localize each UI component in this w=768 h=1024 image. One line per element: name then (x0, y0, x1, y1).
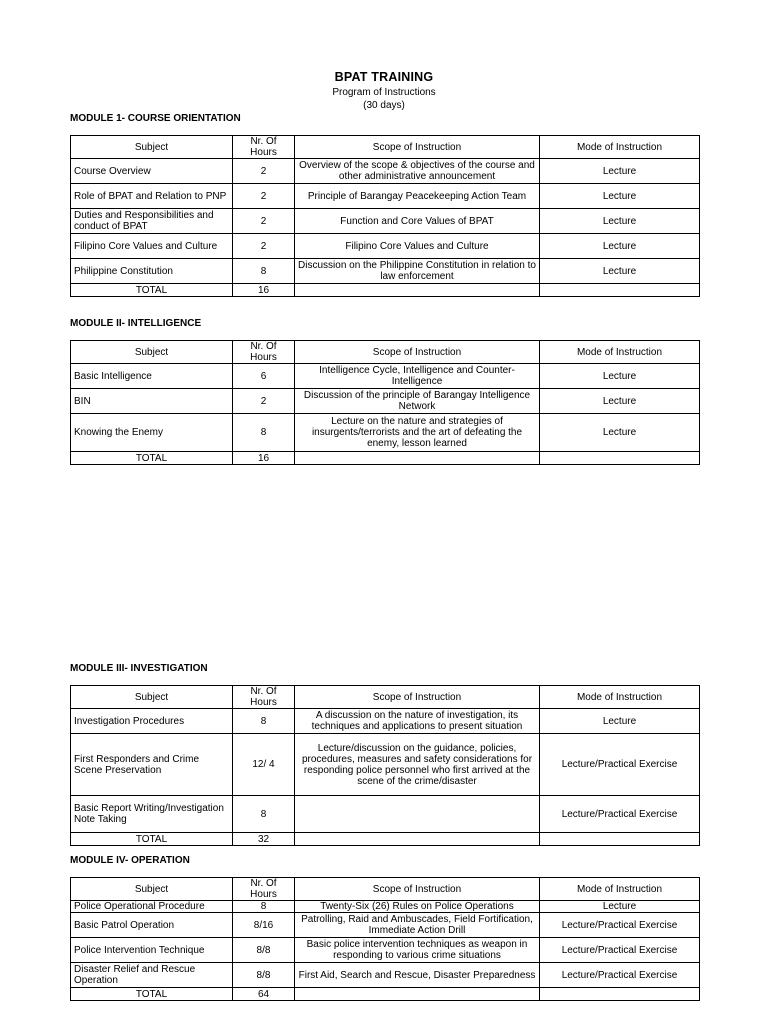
column-header: Scope of Instruction (295, 341, 540, 364)
hours-cell: 8 (233, 901, 295, 913)
hours-cell: 6 (233, 364, 295, 389)
scope-cell: Patrolling, Raid and Ambuscades, Field Fortification, Immediate Action Drill (295, 913, 540, 938)
column-header: Mode of Instruction (540, 878, 700, 901)
scope-cell: Intelligence Cycle, Intelligence and Counter-Intelligence (295, 364, 540, 389)
hours-cell: 12/ 4 (233, 734, 295, 796)
hours-cell: 2 (233, 234, 295, 259)
scope-cell: Filipino Core Values and Culture (295, 234, 540, 259)
mode-cell: Lecture (540, 389, 700, 414)
subject-cell: BIN (71, 389, 233, 414)
table-row (71, 913, 700, 938)
scope-cell (295, 796, 540, 833)
column-header: Subject (71, 341, 233, 364)
table-row (71, 963, 700, 988)
hours-cell: 8/16 (233, 913, 295, 938)
total-row (71, 284, 700, 297)
total-hours: 16 (233, 452, 295, 465)
document-title: BPAT TRAINING (334, 70, 434, 84)
subject-cell: First Responders and Crime Scene Preservation (71, 734, 233, 796)
column-header: Nr. Of Hours (233, 136, 295, 159)
mode-cell: Lecture/Practical Exercise (540, 938, 700, 963)
module-4-table (70, 877, 700, 1001)
total-row (71, 988, 700, 1001)
subject-cell: Police Intervention Technique (71, 938, 233, 963)
column-header: Subject (71, 686, 233, 709)
total-label: TOTAL (71, 833, 233, 846)
scope-cell: First Aid, Search and Rescue, Disaster Preparedness (295, 963, 540, 988)
module-2-table (70, 340, 700, 465)
scope-cell: Overview of the scope & objectives of the course and other administrative announcement (295, 159, 540, 184)
column-header: Scope of Instruction (295, 136, 540, 159)
hours-cell: 8 (233, 796, 295, 833)
mode-cell: Lecture (540, 709, 700, 734)
scope-cell: Lecture/discussion on the guidance, policies, procedures, measures and safety considerations for responding police personnel who first arrived at the scene of the crime/disaster (295, 734, 540, 796)
hours-cell: 8 (233, 259, 295, 284)
total-label: TOTAL (71, 284, 233, 297)
mode-cell: Lecture (540, 901, 700, 913)
subject-cell: Investigation Procedures (71, 709, 233, 734)
table-row (71, 159, 700, 184)
scope-cell: Twenty-Six (26) Rules on Police Operations (295, 901, 540, 913)
table-header-row (71, 878, 700, 901)
total-hours: 64 (233, 988, 295, 1001)
mode-cell: Lecture (540, 184, 700, 209)
scope-cell: Discussion of the principle of Barangay Intelligence Network (295, 389, 540, 414)
subject-cell: Role of BPAT and Relation to PNP (71, 184, 233, 209)
subject-cell: Basic Report Writing/Investigation Note Taking (71, 796, 233, 833)
total-label: TOTAL (71, 452, 233, 465)
module-3-table (70, 685, 700, 846)
subject-cell: Basic Intelligence (71, 364, 233, 389)
scope-cell: Discussion on the Philippine Constitution in relation to law enforcement (295, 259, 540, 284)
column-header: Nr. Of Hours (233, 341, 295, 364)
total-hours: 16 (233, 284, 295, 297)
subject-cell: Disaster Relief and Rescue Operation (71, 963, 233, 988)
table-row (71, 414, 700, 452)
table-header-row (71, 686, 700, 709)
mode-cell: Lecture/Practical Exercise (540, 734, 700, 796)
total-hours: 32 (233, 833, 295, 846)
scope-cell: Lecture on the nature and strategies of insurgents/terrorists and the art of defeating the enemy, lesson learned (295, 414, 540, 452)
mode-cell: Lecture/Practical Exercise (540, 963, 700, 988)
table-row (71, 389, 700, 414)
subject-cell: Filipino Core Values and Culture (71, 234, 233, 259)
subject-cell: Basic Patrol Operation (71, 913, 233, 938)
subject-cell: Police Operational Procedure (71, 901, 233, 913)
subject-cell: Philippine Constitution (71, 259, 233, 284)
module-heading: MODULE II- INTELLIGENCE (70, 318, 202, 329)
hours-cell: 8 (233, 709, 295, 734)
subject-cell: Duties and Responsibilities and conduct of BPAT (71, 209, 233, 234)
mode-cell: Lecture (540, 259, 700, 284)
table-row (71, 734, 700, 796)
module-heading: MODULE III- INVESTIGATION (70, 663, 208, 674)
hours-cell: 2 (233, 184, 295, 209)
table-row (71, 796, 700, 833)
mode-cell: Lecture (540, 364, 700, 389)
column-header: Nr. Of Hours (233, 878, 295, 901)
table-row (71, 184, 700, 209)
hours-cell: 2 (233, 209, 295, 234)
table-row (71, 234, 700, 259)
hours-cell: 8/8 (233, 938, 295, 963)
table-header-row (71, 136, 700, 159)
subject-cell: Course Overview (71, 159, 233, 184)
document-subtitle: Program of Instructions (332, 87, 436, 98)
scope-cell: Function and Core Values of BPAT (295, 209, 540, 234)
module-1-table (70, 135, 700, 297)
subject-cell: Knowing the Enemy (71, 414, 233, 452)
scope-cell: Basic police intervention techniques as weapon in responding to various crime situations (295, 938, 540, 963)
column-header: Subject (71, 878, 233, 901)
module-heading: MODULE IV- OPERATION (70, 855, 190, 866)
column-header: Scope of Instruction (295, 878, 540, 901)
total-row (71, 833, 700, 846)
scope-cell: A discussion on the nature of investigation, its techniques and applications to present situation (295, 709, 540, 734)
total-row (71, 452, 700, 465)
table-row (71, 209, 700, 234)
hours-cell: 2 (233, 159, 295, 184)
table-header-row (71, 341, 700, 364)
table-row (71, 259, 700, 284)
column-header: Scope of Instruction (295, 686, 540, 709)
column-header: Nr. Of Hours (233, 686, 295, 709)
column-header: Mode of Instruction (540, 136, 700, 159)
scope-cell: Principle of Barangay Peacekeeping Action Team (295, 184, 540, 209)
mode-cell: Lecture/Practical Exercise (540, 796, 700, 833)
mode-cell: Lecture (540, 234, 700, 259)
table-row (71, 364, 700, 389)
column-header: Mode of Instruction (540, 686, 700, 709)
table-row (71, 901, 700, 913)
table-row (71, 709, 700, 734)
hours-cell: 8 (233, 414, 295, 452)
column-header: Subject (71, 136, 233, 159)
mode-cell: Lecture (540, 209, 700, 234)
mode-cell: Lecture (540, 159, 700, 184)
total-label: TOTAL (71, 988, 233, 1001)
mode-cell: Lecture (540, 414, 700, 452)
column-header: Mode of Instruction (540, 341, 700, 364)
hours-cell: 8/8 (233, 963, 295, 988)
module-heading: MODULE 1- COURSE ORIENTATION (70, 113, 241, 124)
mode-cell: Lecture/Practical Exercise (540, 913, 700, 938)
document-duration: (30 days) (363, 100, 405, 111)
hours-cell: 2 (233, 389, 295, 414)
table-row (71, 938, 700, 963)
